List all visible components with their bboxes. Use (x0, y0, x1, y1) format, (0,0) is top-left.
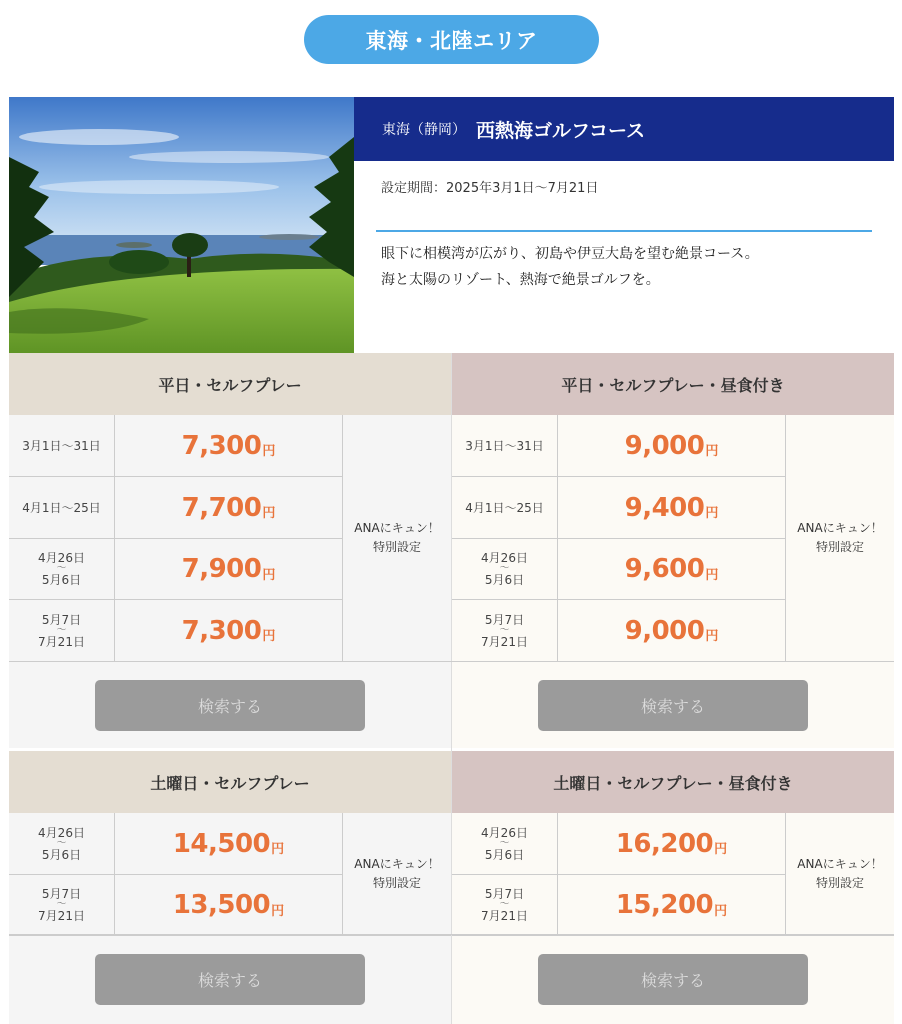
search-button[interactable]: 検索する (538, 954, 808, 1005)
plan-title: 平日・セルフプレー・昼食付き (452, 353, 894, 415)
currency-unit: 円 (714, 842, 728, 857)
price-table (9, 813, 451, 936)
note-line: ANAにキュン！ (354, 521, 440, 535)
date-from: 5月7日 (484, 612, 525, 627)
plan-title: 平日・セルフプレー (9, 353, 451, 415)
plan-saturday-self (9, 751, 451, 1024)
price-row (9, 813, 342, 875)
column-divider (451, 353, 452, 1024)
special-note (342, 415, 451, 662)
note-line: 特別設定 (372, 540, 421, 554)
tilde-glyph: 〜 (56, 899, 67, 910)
price-value: 16,200 (615, 828, 714, 859)
price-value: 9,000 (624, 430, 705, 461)
date-to: 5月6日 (41, 847, 82, 862)
date-range: 4月1日〜25日 (9, 477, 115, 538)
tilde-glyph: 〜 (56, 837, 67, 849)
price-row (9, 477, 342, 539)
date-range (452, 600, 558, 661)
currency-unit: 円 (262, 567, 276, 583)
area-title: 東海・北陸エリア (304, 15, 599, 64)
price-cell (558, 415, 785, 476)
row-divider (9, 934, 894, 935)
tilde-glyph: 〜 (499, 899, 510, 910)
date-range (452, 813, 558, 874)
price-cell (558, 539, 785, 599)
price-row (9, 600, 342, 662)
search-button[interactable]: 検索する (538, 680, 808, 731)
date-to: 7月21日 (38, 909, 85, 923)
tilde-glyph: 〜 (499, 837, 510, 849)
price-value: 9,400 (624, 492, 705, 523)
course-region: 東海（静岡） (382, 122, 466, 138)
currency-unit: 円 (262, 506, 276, 521)
button-zone (9, 936, 451, 1024)
price-row (9, 875, 342, 936)
date-to: 5月6日 (41, 573, 82, 587)
date-from: 4月26日 (481, 551, 528, 565)
currency-unit: 円 (705, 444, 719, 459)
plan-title: 土曜日・セルフプレー・昼食付き (452, 751, 894, 813)
note-line: 特別設定 (815, 540, 864, 554)
tilde-glyph: 〜 (56, 563, 67, 574)
currency-unit: 円 (271, 903, 285, 919)
note-line: ANAにキュン！ (354, 857, 440, 871)
price-table (9, 415, 451, 662)
special-note (785, 415, 894, 662)
price-cell (115, 477, 342, 538)
date-from: 5月7日 (484, 887, 525, 901)
tilde-glyph: 〜 (56, 624, 67, 636)
date-to: 5月6日 (484, 847, 525, 862)
price-cell (558, 875, 785, 935)
course-photo (9, 97, 354, 353)
plan-saturday-lunch (452, 751, 894, 1024)
note-line: ANAにキュン！ (797, 521, 883, 535)
date-range: 4月1日〜25日 (452, 477, 558, 538)
description-line: 海と太陽のリゾート、熱海で絶景ゴルフを。 (381, 272, 660, 288)
search-button[interactable]: 検索する (95, 680, 365, 731)
button-zone (9, 662, 451, 748)
price-cell (115, 813, 342, 874)
date-range (9, 875, 115, 935)
note-line: 特別設定 (372, 876, 421, 890)
currency-unit: 円 (271, 842, 285, 857)
price-table (452, 415, 894, 662)
date-range: 3月1日〜31日 (452, 415, 558, 476)
date-to: 7月21日 (481, 634, 528, 649)
price-cell (115, 875, 342, 935)
price-cell (558, 600, 785, 661)
search-button[interactable]: 検索する (95, 954, 365, 1005)
price-value: 7,900 (181, 554, 262, 584)
date-from: 5月7日 (41, 612, 82, 627)
price-value: 9,000 (624, 615, 705, 646)
button-zone (452, 936, 894, 1024)
date-range (9, 600, 115, 661)
button-zone (452, 662, 894, 748)
price-row (452, 875, 785, 936)
row-divider (9, 661, 894, 662)
plan-weekday-lunch (452, 353, 894, 748)
date-to: 7月21日 (481, 909, 528, 923)
date-range: 3月1日〜31日 (9, 415, 115, 476)
date-from: 5月7日 (41, 887, 82, 901)
currency-unit: 円 (262, 629, 276, 644)
price-row (452, 600, 785, 662)
price-table (452, 813, 894, 936)
price-cell (558, 477, 785, 538)
price-row (452, 813, 785, 875)
price-cell (115, 600, 342, 661)
price-value: 7,300 (181, 615, 262, 646)
price-value: 7,300 (181, 430, 262, 461)
price-value: 14,500 (172, 828, 271, 859)
plan-title: 土曜日・セルフプレー (9, 751, 451, 813)
price-value: 15,200 (615, 890, 714, 920)
date-from: 4月26日 (38, 825, 85, 840)
tilde-glyph: 〜 (499, 563, 510, 574)
date-from: 4月26日 (481, 825, 528, 840)
divider-line (376, 230, 872, 232)
currency-unit: 円 (714, 903, 728, 919)
currency-unit: 円 (262, 444, 276, 459)
note-line: ANAにキュン！ (797, 857, 883, 871)
price-row (9, 415, 342, 477)
tilde-glyph: 〜 (499, 624, 510, 636)
date-range (452, 875, 558, 935)
special-note (785, 813, 894, 936)
date-range (9, 813, 115, 874)
special-note (342, 813, 451, 936)
date-from: 4月26日 (38, 551, 85, 565)
plan-weekday-self (9, 353, 451, 748)
price-value: 13,500 (172, 890, 271, 920)
price-row (9, 539, 342, 600)
price-cell (558, 813, 785, 874)
currency-unit: 円 (705, 567, 719, 583)
price-row (452, 415, 785, 477)
date-range (9, 539, 115, 599)
date-range (452, 539, 558, 599)
date-to: 5月6日 (484, 573, 525, 587)
price-value: 9,600 (624, 554, 705, 584)
setting-period: 設定期間：2025年3月1日〜7月21日 (381, 181, 599, 196)
price-value: 7,700 (181, 492, 262, 523)
price-cell (115, 539, 342, 599)
currency-unit: 円 (705, 506, 719, 521)
note-line: 特別設定 (815, 876, 864, 890)
price-cell (115, 415, 342, 476)
price-row (452, 539, 785, 600)
course-description (381, 241, 759, 293)
date-to: 7月21日 (38, 634, 85, 649)
description-line: 眼下に相模湾が広がり、初島や伊豆大島を望む絶景コース。 (381, 246, 759, 262)
currency-unit: 円 (705, 629, 719, 644)
course-name: 西熱海ゴルフコース (476, 119, 646, 142)
price-row (452, 477, 785, 539)
course-header (354, 97, 894, 161)
